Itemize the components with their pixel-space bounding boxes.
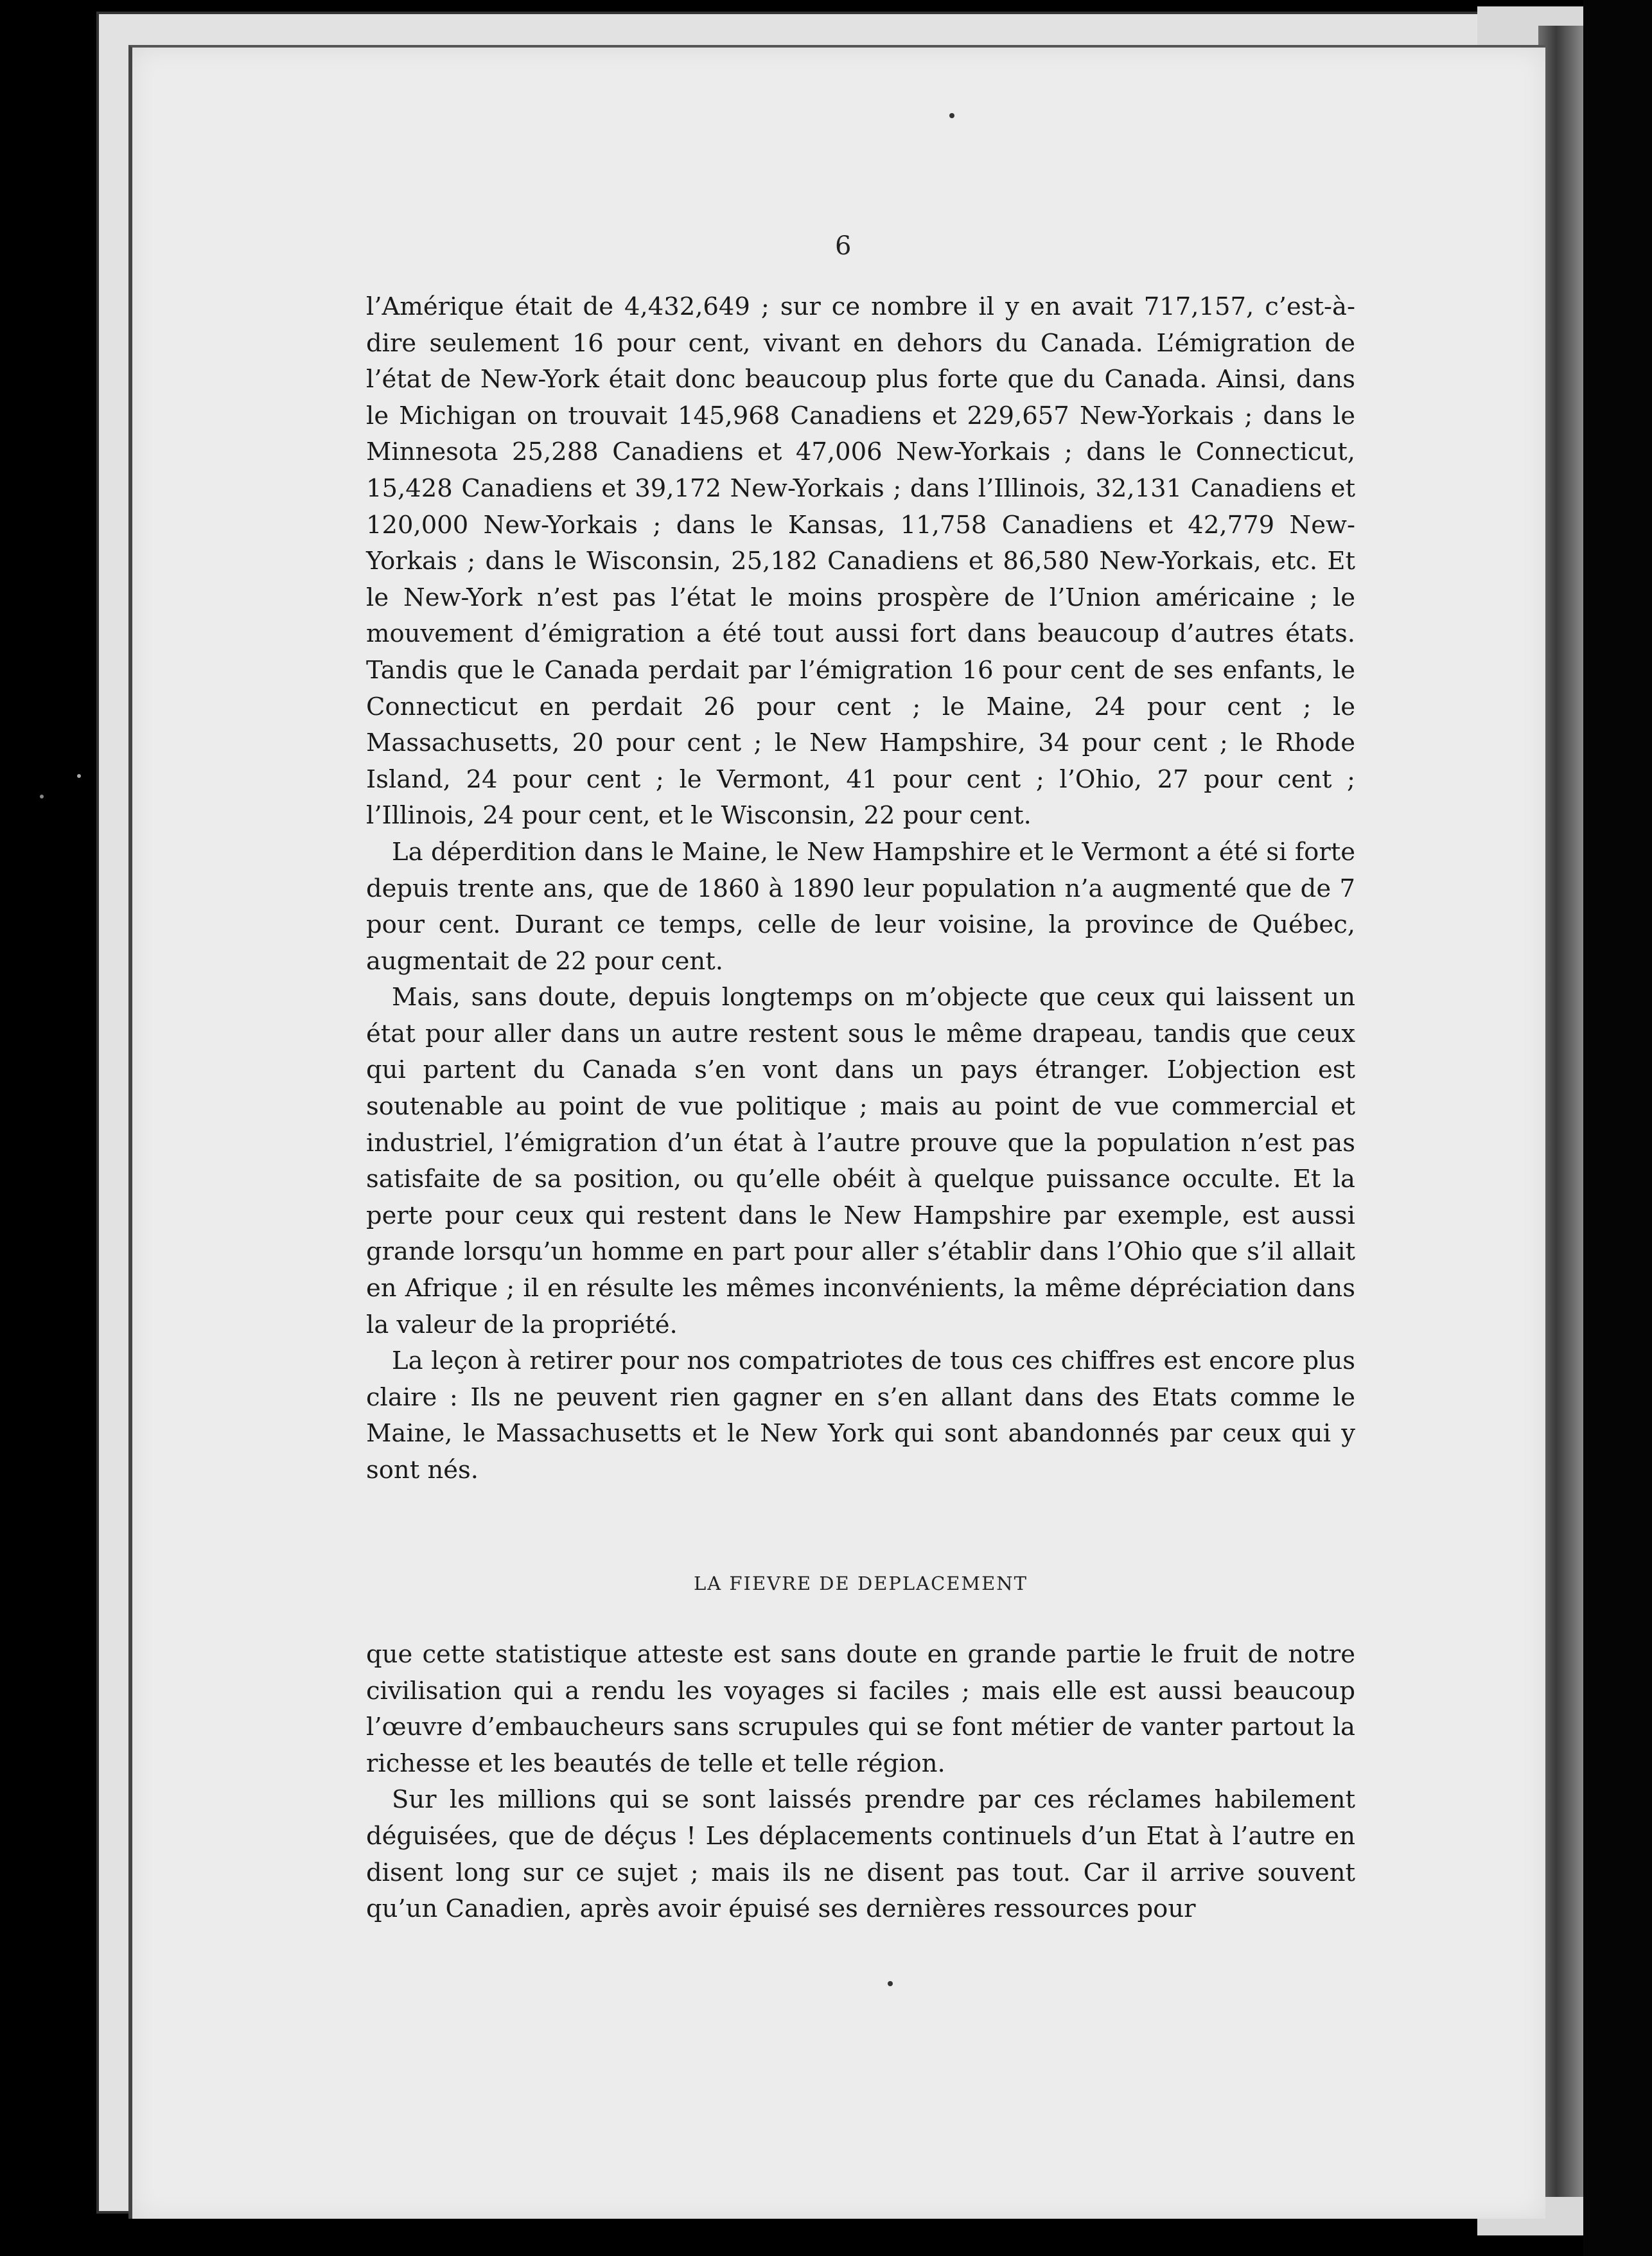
paragraph: l’Amérique était de 4,432,649 ; sur ce nombre il y en avait 717,157, c’est-à-dire seulement 16 pour cent, vivant en dehors du Canada. L’émigration de l’état de New-York était donc beaucoup plus forte que du Canada. Ainsi, dans le Michigan on trouvait 145,968 Canadiens et 229,657 New-Yorkais ; dans le Minnesota 25,288 Canadiens et 47,006 New-Yorkais ; dans le Connecticut, 15,428 Canadiens et 39,172 New-Yorkais ; dans l’Illinois, 32,131 Canadiens et 120,000 New-Yorkais ; dans le Kansas, 11,758 Canadiens et 42,779 New-Yorkais ; dans le Wisconsin, 25,182 Canadiens et 86,580 New-Yorkais, etc. Et le New-York n’est pas l’état le moins prospère de l’Union américaine ; le mouvement d’émigration a été tout aussi fort dans beaucoup d’autres états. Tandis que le Canada perdait par l’émigration 16 pour cent de ses enfants, le Connecticut en perdait 26 pour cent ; le Maine, 24 pour cent ; le Massachusetts, 20 pour cent ; le New Hampshire, 34 pour cent ; le Rhode Island, 24 pour cent ; le Vermont, 41 pour cent ; l’Ohio, 27 pour cent ; l’Illinois, 24 pour cent, et le Wisconsin, 22 pour cent. <box>366 292 1355 831</box>
scan-speck <box>888 1981 893 1986</box>
page-number: 6 <box>835 231 852 261</box>
paragraph: La leçon à retirer pour nos compatriotes de tous ces chiffres est encore plus claire : Ils ne peuvent rien gagner en s’en allant dans des Etats comme le Maine, le Massachusetts et le New York qui sont abandonnés par ceux qui y sont nés. <box>366 1346 1355 1485</box>
paragraph: que cette statistique atteste est sans doute en grande partie le fruit de notre civilisation qui a rendu les voyages si faciles ; mais elle est aussi beaucoup l’œuvre d’embaucheurs sans scrupules qui se font métier de vanter partout la richesse et les beautés de telle et telle région. <box>366 1640 1355 1778</box>
paragraph: La déperdition dans le Maine, le New Hampshire et le Vermont a été si forte depuis trente ans, que de 1860 à 1890 leur population n’a augmenté que de 7 pour cent. Durant ce temps, celle de leur voisine, la province de Québec, augmentait de 22 pour cent. <box>366 837 1355 976</box>
body-text-section-2 <box>366 1637 1355 1928</box>
scan-speck <box>40 795 44 798</box>
section-heading: LA FIEVRE DE DEPLACEMENT <box>693 1573 1028 1594</box>
scan-speck <box>949 113 954 118</box>
scan-speck <box>77 774 81 778</box>
body-text-section-1 <box>366 289 1355 1489</box>
paragraph: Sur les millions qui se sont laissés prendre par ces réclames habilement déguisées, que de déçus ! Les déplacements continuels d’un Etat à l’autre en disent long sur ce sujet ; mais ils ne disent pas tout. Car il arrive souvent qu’un Canadien, après avoir épuisé ses dernières ressources pour <box>366 1785 1355 1924</box>
paragraph: Mais, sans doute, depuis longtemps on m’objecte que ceux qui laissent un état pour aller dans un autre restent sous le même drapeau, tandis que ceux qui partent du Canada s’en vont dans un pays étranger. L’objection est soutenable au point de vue politique ; mais au point de vue commercial et industriel, l’émigration d’un état à l’autre prouve que la population n’est pas satisfaite de sa position, ou qu’elle obéit à quelque puissance occulte. Et la perte pour ceux qui restent dans le New Hampshire par exemple, est aussi grande lorsqu’un homme en part pour aller s’établir dans l’Ohio que s’il allait en Afrique ; il en résulte les mêmes inconvénients, la même dépréciation dans la valeur de la propriété. <box>366 983 1355 1339</box>
scan-border <box>1583 0 1652 2256</box>
